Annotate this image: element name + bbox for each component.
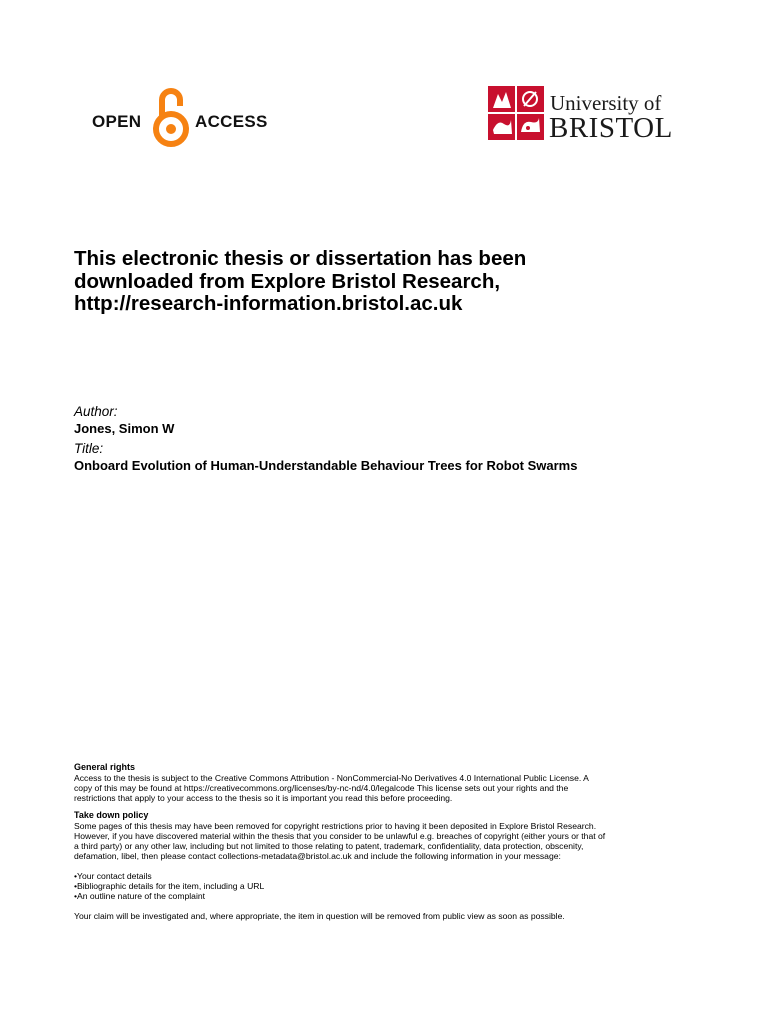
take-down-line: a third party) or any other law, including but not limited to those relating to patent, trademark, confidentiality, data protection, obscenity, <box>74 841 584 851</box>
bristol-crest-icon <box>488 86 544 140</box>
open-access-logo <box>92 86 268 148</box>
open-access-lock-icon <box>151 86 191 148</box>
bristol-logo-bristol: BRISTOL <box>549 112 673 144</box>
open-access-logo-access-word: ACCESS <box>195 112 268 131</box>
take-down-heading: Take down policy <box>74 810 149 820</box>
legal-notices <box>74 762 734 921</box>
list-item: •An outline nature of the complaint <box>74 891 206 901</box>
take-down-line: Some pages of this thesis may have been removed for copyright restrictions prior to having it been deposited in Explore Bristol Research. <box>74 821 597 831</box>
author-label: Author: <box>74 404 118 419</box>
open-access-logo-open-word: OPEN <box>92 112 142 131</box>
complaint-bullet-list <box>74 871 734 901</box>
general-rights-heading: General rights <box>74 762 136 772</box>
take-down-line: defamation, libel, then please contact collections-metadata@bristol.ac.uk and include the following information in your message: <box>74 851 561 861</box>
take-down-text <box>74 821 734 861</box>
general-rights-text <box>74 773 734 803</box>
list-item: •Bibliographic details for the item, including a URL <box>74 881 265 891</box>
general-rights-line: restrictions that apply to your access to the thesis so it is important you read this before proceeding. <box>74 793 453 803</box>
heading-line-1: This electronic thesis or dissertation has been <box>74 247 527 270</box>
author-value: Jones, Simon W <box>74 421 175 436</box>
closing-statement: Your claim will be investigated and, where appropriate, the item in question will be removed from public view as soon as possible. <box>74 911 565 921</box>
heading-line-2: downloaded from Explore Bristol Research, <box>74 269 501 293</box>
title-label: Title: <box>74 441 104 456</box>
thesis-metadata <box>74 404 714 474</box>
download-notice-heading <box>74 248 714 316</box>
title-value: Onboard Evolution of Human-Understandable Behaviour Trees for Robot Swarms <box>74 458 578 473</box>
list-item: •Your contact details <box>74 871 152 881</box>
bristol-logo-university-of: University of <box>550 91 662 115</box>
heading-url-line: http://research-information.bristol.ac.uk <box>74 292 463 315</box>
university-of-bristol-logo <box>488 86 678 142</box>
general-rights-line: Access to the thesis is subject to the Creative Commons Attribution - NonCommercial-No Derivatives 4.0 International Public License. A <box>74 773 589 783</box>
general-rights-line: copy of this may be found at https://creativecommons.org/licenses/by-nc-nd/4.0/legalcode This license sets out your rights and the <box>74 783 569 793</box>
take-down-line: However, if you have discovered material within the thesis that you consider to be unlawful e.g. breaches of copyright (either yours or that of <box>74 831 606 841</box>
